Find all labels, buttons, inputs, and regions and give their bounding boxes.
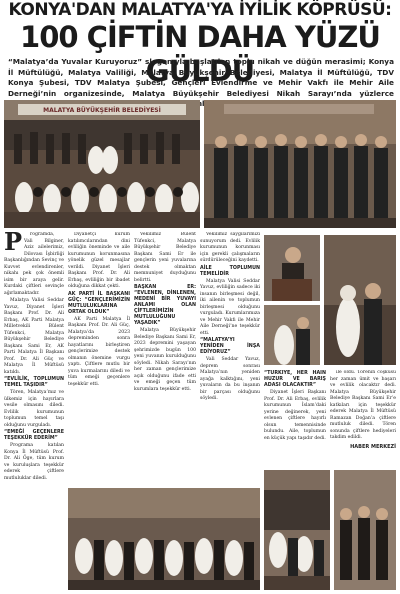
photo-couples-group	[68, 488, 260, 590]
article-column-1	[4, 232, 64, 592]
banner-text: MALATYA BÜYÜKŞEHİR BELEDİYESİ	[43, 107, 161, 114]
photo-officials	[204, 100, 396, 228]
headline: 100 ÇİFTİN DAHA YÜZÜ GÜLDÜ	[20, 20, 380, 88]
paragraph: AK Parti Malatya İl Başkanı Prof. Dr. Ali Güç, Malatya’da 2023 depreminden sonra hayatlarını birleştiren gençlerimize destek olmanın önemine vurgu yaptı. Çiftlere mutlu bir yuva kurmalarını diledi ve tüm emeği geçenlere teşekkür etti.	[68, 316, 130, 387]
paragraph: Diyanetçi kurum katılımcılarından dini evliliğin öneminde ve aile kurumunun korunmasına yönelik güzel mesajlar verildi. Diyanet İşleri Başkanı Prof. Dr. Ali Erbaş, evliliğin bir ibadet olduğuna dikkat çekti.	[68, 232, 130, 289]
paragraph: Tören, Malatya’mız ve ülkemiz için hayırlara vesile olmasını diledi. Evlilik kurumunun toplumun temel taşı olduğunu vurguladı.	[4, 390, 64, 428]
subheading: “EMEĞİ GEÇENLERE TEŞEKKÜR EDERİM”	[4, 430, 64, 441]
paragraph: Vekilimiz Bülent Tüfenkci, Malatya Büyükşehir Belediye Başkanı Sami Er ile gençlerin yeni yuvalarına destek olmaktan memnuniyet duyduğunu belirtti.	[134, 232, 196, 283]
photo-crowd-bottom-left	[264, 470, 330, 590]
paragraph: Diyanet İşleri Başkanı Prof. Dr. Ali Erbaş, evlilik kurumunun İslam’daki yerine değinerek, yeni evlenen çiftlere hayırlı olsun temennisinde bulundu. Aile, toplumun en küçük yapı taşıdır dedi.	[264, 390, 326, 441]
paragraph: Malatya Valisi Seddar Yavuz, evliliğin sadece iki insanın birleşmesi değil, iki ailenin ve toplumun birleşmesi olduğunu vurguladı. Kurumlarımıza ve Mehir Vakfı ile Mehir Aile Derneği’ne teşekkür etti.	[200, 278, 260, 336]
paragraph: rogramda, Vali Bilginer, Aziz ailelerimiz, Dilovası İşbirliği Başkanlığından Sevinç ve Kuvvet evlendirenler, nikahı pek çok önemli isim bir araya gelir. Kurdaki çiftleri sevinçle ağırlamaktadır.	[4, 232, 64, 296]
subheading: “TÜRKİYE, HER HAİN HUZUR VE BARIŞ ADASI OLACAKTIR”	[264, 371, 326, 388]
photo-ceremony-hall	[4, 100, 200, 228]
photo-couple-2	[324, 235, 396, 365]
photo-speaker	[264, 235, 320, 301]
paragraph: Malatya Valisi Seddar Yavuz, Diyanet İşleri Başkanı Prof. Dr. Ali Erbaş, AK Parti Malatya Milletvekili Bülent Tüfenkci, Malatya Büyükşehir Belediye Başkanı Sami Er, AK Parti Malatya İl Başkanı Prof. Dr. Ali Güç ve Malatya İl Müftüsü katıldı.	[4, 298, 64, 375]
paragraph: Vekilimiz saygılarımızı sunuyorum dedi. Evlilik kurumunun korunması için gerekli çalışmaların sürdürüleceğini kaydetti.	[200, 232, 260, 263]
drop-cap: P	[4, 232, 23, 256]
article-column-2	[68, 232, 130, 484]
kicker-title: KONYA'DAN MALATYA'YA İYİLİK KÖPRÜSÜ:	[8, 0, 392, 20]
deck-text: “Malatya’da Yuvalar Kuruyoruz” sloganıyla başlatılan toplu nikah ve düğün merasimi; Konya İl Müftülüğü, Malatya Valiliği, Malatya Büyükşehir Belediyesi, Malatya İl Müftülüğü, TDV Konya Şubesi, TDV Malatya Şubesi, Gençleri Evlendirme ve Mehir Vakfı ile Mehir Aile Derneği’nin organizesinde, Malatya Büyükşehir Belediyesi Nikah Sarayı’nda yüzlerce	[8, 57, 394, 98]
paragraph: Malatya Büyükşehir Belediye Başkanı Sami Er, 2023 depremini yaşayan şehrimizde bugün 100 yeni yuvanın kurulduğunu söyledi. Nikah Sarayı’nın her zaman gençlerimize açık olduğunu ifade etti ve emeği geçen tüm kurumlara teşekkür etti.	[134, 328, 196, 392]
subheading: AİLE TOPLUMUN TEMELİDİR	[200, 265, 260, 277]
photo-crowd-bottom-right	[334, 470, 396, 590]
subheading: “EVLİLİK, TOPLUMUN TEMEL TAŞIDIR”	[4, 377, 64, 388]
photo-couple-1	[264, 305, 320, 365]
article-column-6	[330, 370, 396, 466]
byline: HABER MERKEZİ	[350, 443, 396, 450]
article-column-5	[264, 370, 326, 466]
subheading: AK PARTİ İL BAŞKANI GÜÇ: “GENÇLERİMİZİN MUTLULUKLARINA ORTAK OLDUK”	[68, 291, 130, 315]
paragraph: Vali Seddar Yavuz, deprem sonrası Malatya’nın yeniden ayağa kalktığını, yeni yuvaların da bu inşanın bir parçası olduğunu söyledi.	[200, 357, 260, 401]
article-column-3	[134, 232, 196, 484]
subheading: “MALATYA’YI YENİDEN İNŞA EDİYORUZ”	[200, 338, 260, 355]
paragraph: Programa katılan Konya İl Müftüsü Prof. Dr. Ali Öge, tüm kurum ve kuruluşlara teşekkür ederek çiftlere mutluluklar diledi.	[4, 443, 64, 481]
subheading: BAŞKAN ER: “EVLENEN, DİNLENEN, MEDENİ BİR YUVAYI ANLAMI OLAN ÇİFTLERİMİZİN MUTLULUĞUNU YAŞADIK”	[134, 285, 196, 326]
paragraph: ile oldu. Törenin coşkusu her zaman ümit ve başarı ve evlilik olacaktır dedi. Malatya Büyükşehir Belediye Başkanı Sami Er’e katkıları için teşekkür ederek Malatya İl Müftüsü Ramazan Doğan’a çiftlere mutluluk diledi. Tören sonunda çiftlere hediyeleri takdim edildi.	[330, 370, 396, 440]
article-column-4	[200, 232, 260, 484]
